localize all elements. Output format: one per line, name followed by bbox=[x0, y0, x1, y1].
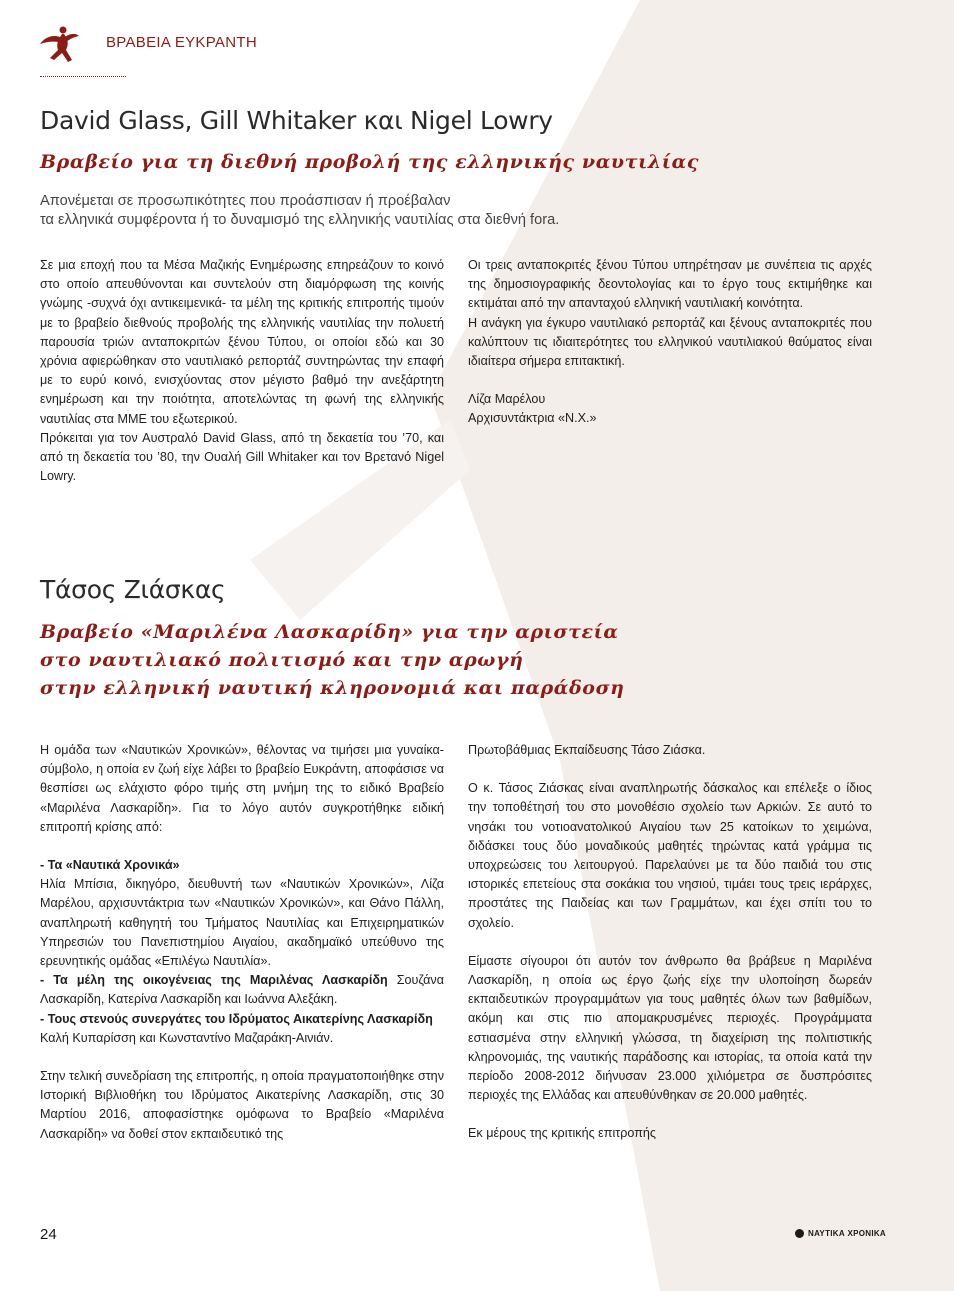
brand-footer bbox=[795, 1229, 886, 1238]
article1-person-title: David Glass, Gill Whitaker και Nigel Lowry bbox=[40, 106, 553, 135]
article1-right-paragraph: Οι τρεις ανταποκριτές ξένου Τύπου υπηρέτησαν με συνέπεια τις αρχές της δημοσιογραφικής δεοντολογίας και το έργο τους εκτιμήθηκε και εκτιμάται από την απανταχού ελληνική ναυτιλιακή κοινότητα. bbox=[468, 258, 872, 311]
article2-right-column bbox=[468, 741, 872, 1144]
article2-group1-text: Ηλία Μπίσια, δικηγόρο, διευθυντή των «Ναυτικών Χρονικών», Λίζα Μαρέλου, αρχισυντάκτρια των «Ναυτικών Χρονικών», και Θάνο Πάλλη, αναπληρωτή καθηγητή του Τμήματος Ναυτιλίας και Επιχειρηματικών Υπηρεσιών του Πανεπιστημίου Αιγαίου, ακαδημαϊκό υπεύθυνο της ερευνητικής ομάδας «Επιλέγω Ναυτιλία». bbox=[40, 877, 444, 969]
article2-group2-text: Σουζάνα Λασκαρίδη, Κατερίνα Λασκαρίδη και Ιωάννα Αλεξάκη. bbox=[40, 973, 444, 1007]
page-number: 24 bbox=[40, 1226, 57, 1243]
article2-group2 bbox=[40, 971, 444, 1009]
article1-left-paragraph: Σε μια εποχή που τα Μέσα Μαζικής Ενημέρωσης επηρεάζουν το κοινό στο οποίο απευθύνονται και συντελούν στη διαμόρφωση της κοινής γνώμης -συχνά όχι αντικειμενικά- τα μέλη της κριτικής επιτροπής τιμούν με το βραβείο διεθνούς προβολής της ελληνικής ναυτιλίας την πολυετή παρουσία τριών ανταποκριτών ξένου Τύπου, οι οποίοι εδώ και 30 χρόνια αφιερώθηκαν στο ναυτιλιακό ρεπορτάζ συντηρώντας την επαφή με το ευρύ κοινό, ενισχύοντας στον μέγιστο βαθμό την ανεξάρτητη ενημέρωση και την ποιότητα, αποτελώντας τη φωνή της ελληνικής ναυτιλίας στα ΜΜΕ του εξωτερικού. bbox=[40, 258, 444, 426]
article1-signature-role: Αρχισυντάκτρια «Ν.Χ.» bbox=[468, 411, 597, 426]
article1-intro bbox=[40, 192, 559, 230]
article1-award-title: Βραβείο για τη διεθνή προβολή της ελληνικής ναυτιλίας bbox=[40, 151, 699, 173]
article2-right-signature: Εκ μέρους της κριτικής επιτροπής bbox=[468, 1126, 656, 1141]
article2-left-column bbox=[40, 741, 444, 1144]
article2-group2-heading: - Τα μέλη της οικογένειας της Μαριλένας Λασκαρίδη bbox=[40, 973, 388, 988]
section-label: ΒΡΑΒΕΙΑ ΕΥΚΡΑΝΤΗ bbox=[106, 34, 257, 51]
article2-right-paragraph: Είμαστε σίγουροι ότι αυτόν τον άνθρωπο θα βράβευε η Μαριλένα Λασκαρίδη, η οποία ως έργο ζωής είχε την υλοποίηση δωρεάν εκπαιδευτικών προγραμμάτων για τους μαθητές όλων των βαθμίδων, ακόμη και στις πιο απομακρυσμένες περιοχές. Προγράμματα εστιασμένα στην ελληνική γλώσσα, τη διαχείριση της πολιτιστικής κληρονομιάς, της ναυτικής παράδοσης και ιστορίας, τα οποία κατά την περίοδο 2008-2012 διήνυσαν 23.000 χιλιόμετρα σε δυσπρόσιτες περιοχές της Ελλάδας και απευθύνθηκαν σε 20.000 μαθητές. bbox=[468, 953, 872, 1103]
article2-group1-heading: - Τα «Ναυτικά Χρονικά» bbox=[40, 858, 180, 873]
article2-award-title bbox=[40, 618, 625, 702]
article2-right-paragraph: Ο κ. Τάσος Ζιάσκας είναι αναπληρωτής δάσκαλος και επέλεξε ο ίδιος την τοποθέτησή του στο μονοθέσιο σχολείο των Αρκιών. Σε αυτό το νησάκι του νοτιοανατολικού Αιγαίου των 25 κατοίκων το χειμώνα, διδάσκει τους δύο μοναδικούς μαθητές τηρώντας κατά γράμμα τις υποχρεώσεις του λειτουργού. Παρελαύνει με τα δύο παιδιά του στις ιστορικές επετείους στα σοκάκια του νησιού, τιμάει τους τρεις ιεράρχες, προστάτες της Παιδείας και των Γραμμάτων, και έχει σπίτι του το σχολείο. bbox=[468, 781, 872, 930]
article1-left-paragraph: Πρόκειται για τον Αυστραλό David Glass, από τη δεκαετία του ’70, και από τη δεκαετία του ’80, την Ουαλή Gill Whitaker και τον Βρετανό Nigel Lowry. bbox=[40, 430, 444, 484]
article1-intro-line: τα ελληνικά συμφέροντα ή το δυναμισμό της ελληνικής ναυτιλίας στα διεθνή fora. bbox=[40, 212, 560, 228]
article2-right-paragraph: Πρωτοβάθμιας Εκπαίδευσης Τάσο Ζιάσκα. bbox=[468, 743, 706, 757]
article1-left-column bbox=[40, 256, 444, 486]
brand-name: ΝΑΥΤΙΚΑ ΧΡΟΝΙΚΑ bbox=[808, 1229, 886, 1238]
article1-signature-name: Λίζα Μαρέλου bbox=[468, 392, 546, 407]
article1-intro-line: Απονέμεται σε προσωπικότητες που προάσπισαν ή προέβαλαν bbox=[40, 193, 451, 209]
header-divider bbox=[40, 76, 126, 77]
article1-right-paragraph: Η ανάγκη για έγκυρο ναυτιλιακό ρεπορτάζ και ξένους ανταποκριτές που καλύπτουν τις ιδιαιτερότητες του ελληνικού ναυτιλιακού θαύματος είναι ιδιαίτερα σήμερα επιτακτική. bbox=[468, 315, 872, 369]
article1-right-column bbox=[468, 256, 872, 429]
article2-left-intro: Η ομάδα των «Ναυτικών Χρονικών», θέλοντας να τιμήσει μια γυναίκα-σύμβολο, η οποία εν ζωή είχε λάβει το βραβείο Ευκράντη, αποφάσισε να θεσπίσει ως ελάχιστο φόρο τιμής στη μνήμη της το ειδικό Βραβείο «Μαριλένα Λασκαρίδη». Για το λόγο αυτόν συγκροτήθηκε ειδική επιτροπή κρίσης από: bbox=[40, 743, 444, 834]
dancing-figure-icon bbox=[36, 24, 80, 66]
article2-award-title-line: στην ελληνική ναυτική κληρονομιά και παράδοση bbox=[40, 677, 625, 699]
article2-group3-heading: - Τους στενούς συνεργάτες του Ιδρύματος Αικατερίνης Λασκαρίδη bbox=[40, 1011, 433, 1026]
article2-group3-text: Καλή Κυπαρίσση και Κωνσταντίνο Μαζαράκη-Αινιάν. bbox=[40, 1030, 334, 1045]
article2-left-final: Στην τελική συνεδρίαση της επιτροπής, η οποία πραγματοποιήθηκε στην Ιστορική Βιβλιοθήκη του Ιδρύματος Αικατερίνης Λασκαρίδη, στις 30 Μαρτίου 2016, αποφασίστηκε ομόφωνα το Βραβείο «Μαριλένα Λασκαρίδη» να δοθεί στον εκπαιδευτικό της bbox=[40, 1069, 444, 1141]
brand-circle-icon bbox=[795, 1229, 804, 1238]
article2-person-title: Τάσος Ζιάσκας bbox=[40, 575, 226, 604]
article2-award-title-line: Βραβείο «Μαριλένα Λασκαρίδη» για την αριστεία bbox=[40, 621, 619, 643]
article2-award-title-line: στο ναυτιλιακό πολιτισμό και την αρωγή bbox=[40, 649, 524, 671]
